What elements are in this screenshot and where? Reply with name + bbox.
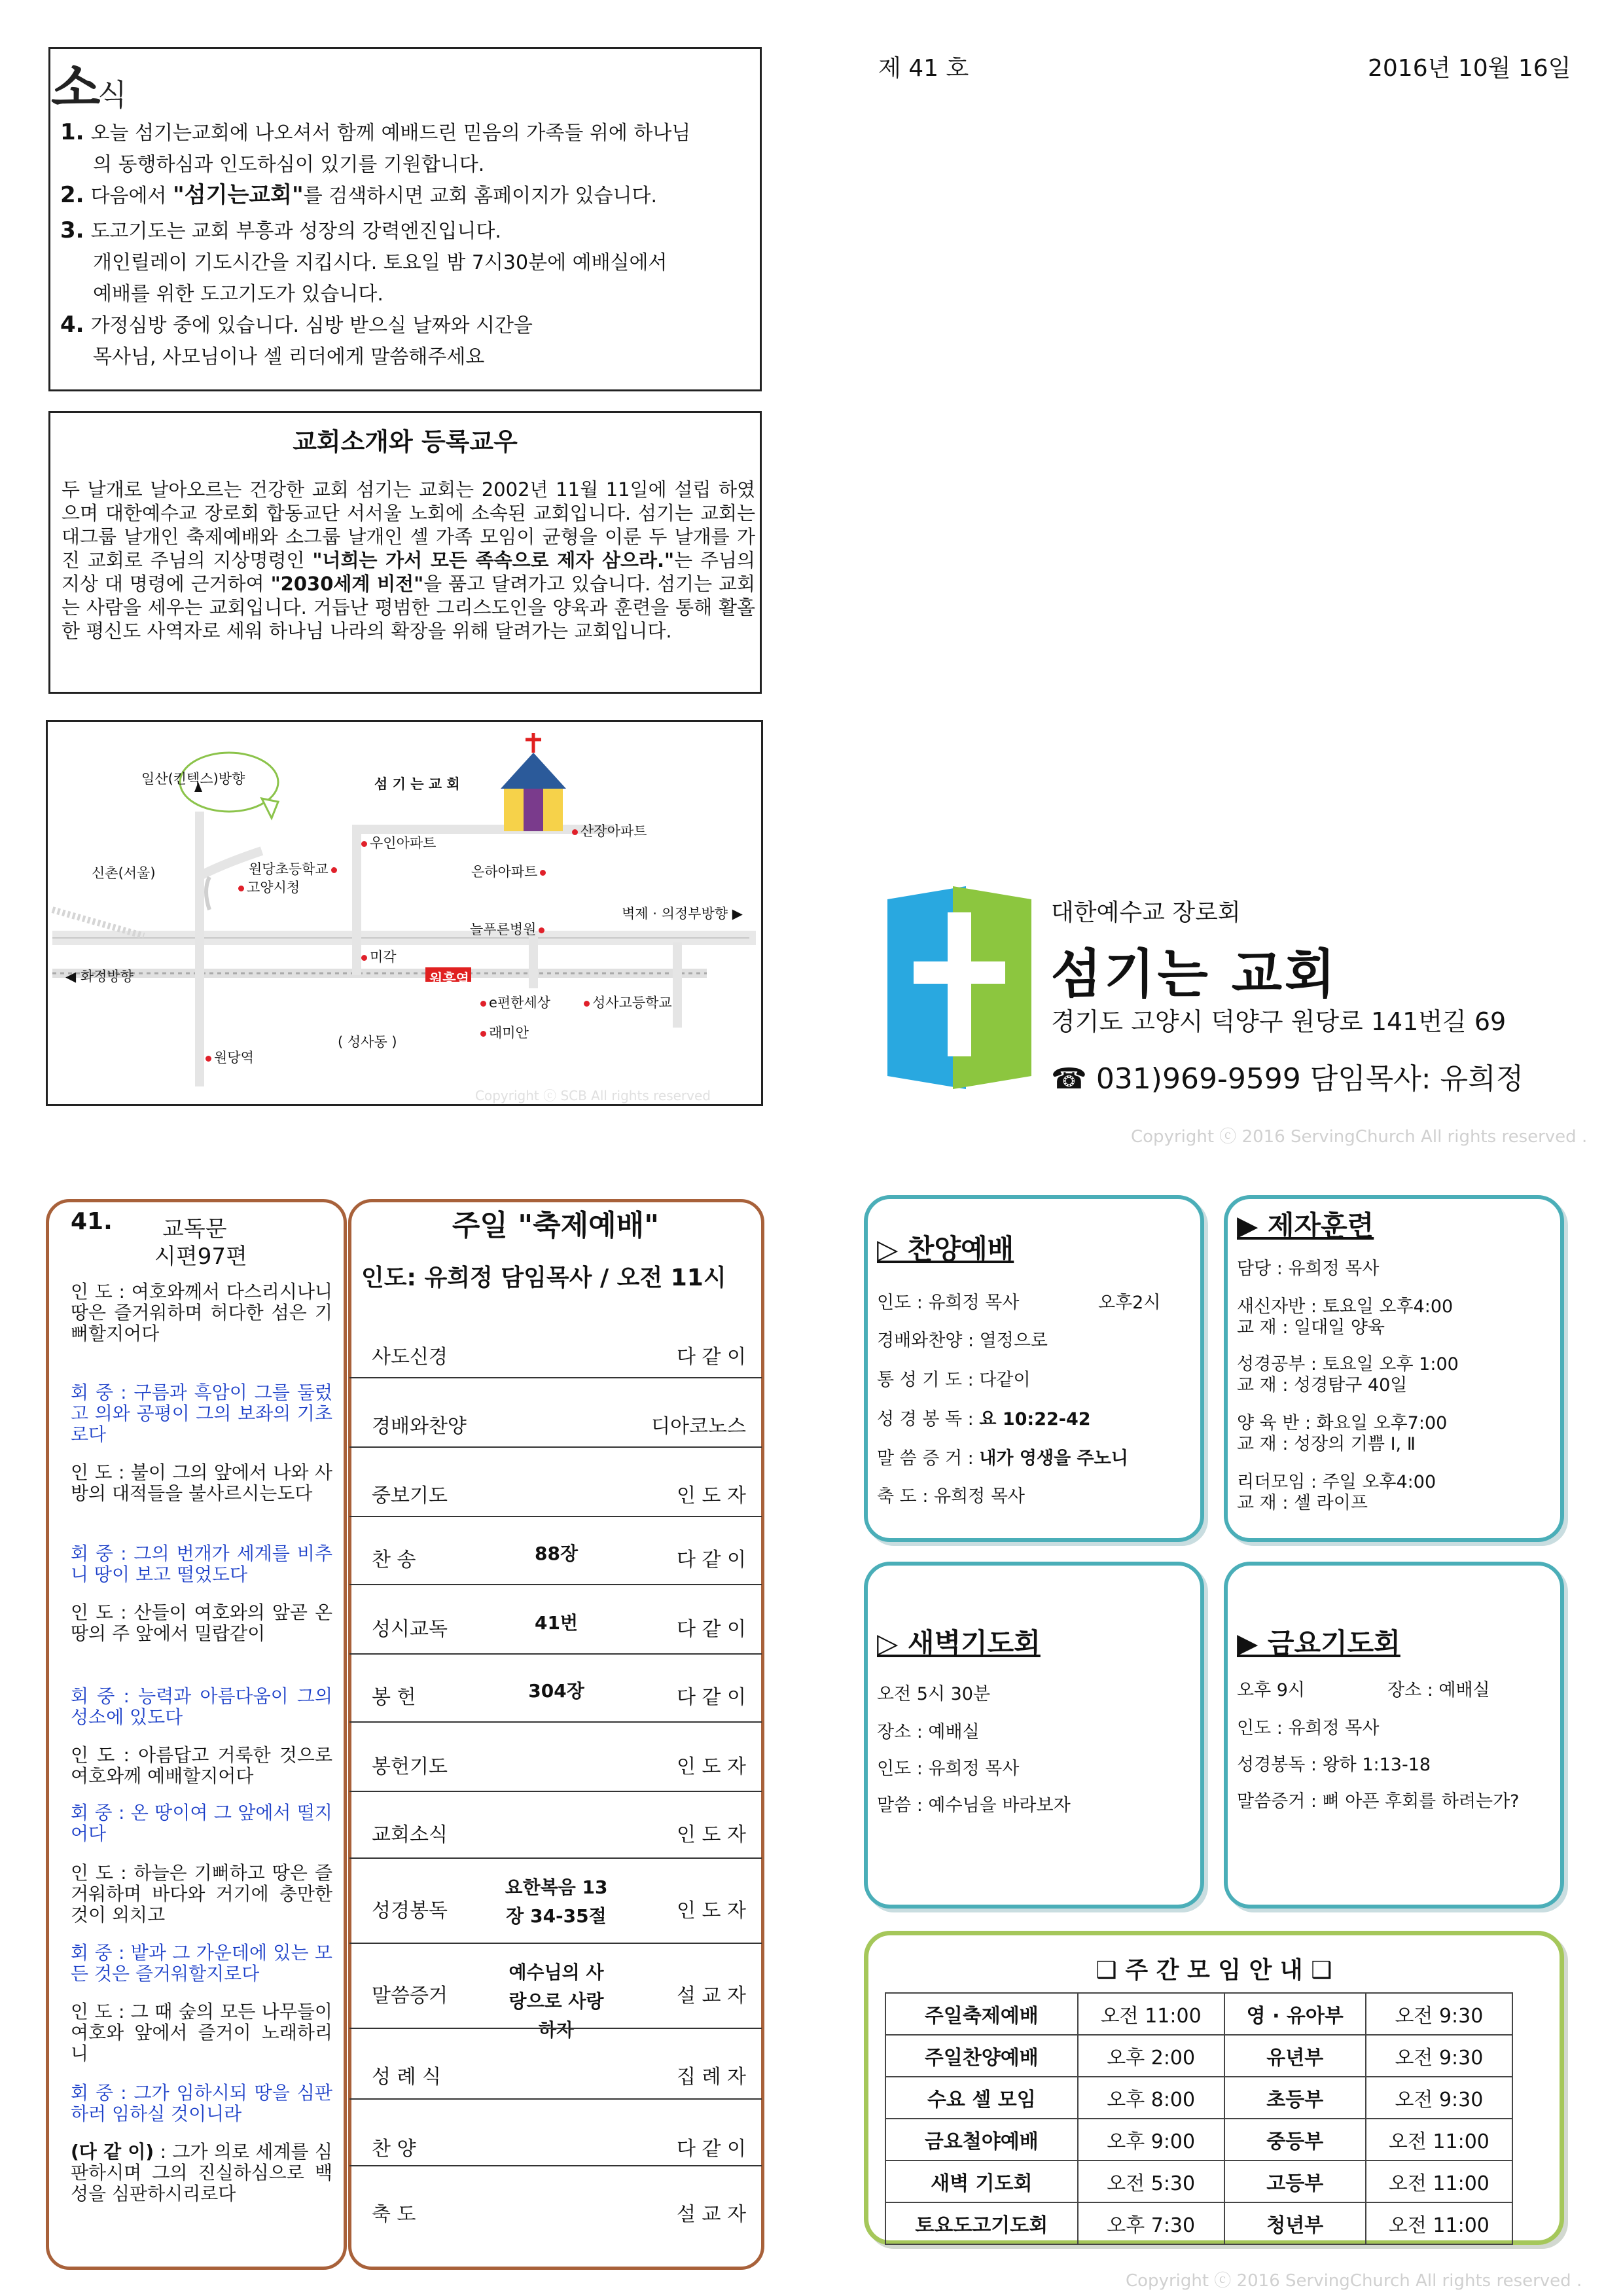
dawn-line: 말씀 : 예수님을 바라보자 [877,1795,1071,1816]
order-divider [349,1857,762,1859]
schedule-row [885,2161,1512,2202]
reading-line: 인 도 : 불이 그의 앞에서 나와 사방의 대적들을 불사르시는도다 [71,1462,332,1504]
schedule-time: 오전 9:30 [1366,2077,1512,2119]
order-by: 인 도 자 [676,1899,746,1922]
map-copyright: Copyright ⓒ SCB All rights reserved [475,1088,711,1103]
training-line: 교 재 : 성장의 기쁨 Ⅰ, Ⅱ [1237,1434,1416,1454]
schedule-meeting: 수요 셀 모임 [885,2077,1078,2119]
friday-line: 인도 : 유희정 목사 [1237,1718,1380,1738]
issue-date: 2016년 10월 16일 [1368,55,1571,82]
schedule-time: 오후 2:00 [1078,2035,1224,2077]
map-label-migak: 미각 [359,946,397,966]
order-by: 다 같 이 [676,1549,746,1571]
order-by: 집 례 자 [676,2066,746,2089]
map-label-wondang-station: 원당역 [203,1047,254,1067]
church-name: 섬기는 교회 [1051,944,1338,1005]
schedule-meeting: 고등부 [1224,2161,1366,2202]
order-item: 사도신경 [372,1346,448,1369]
schedule-time: 오후 7:30 [1078,2202,1224,2244]
order-item: 경배와찬양 [372,1415,467,1438]
training-line: 성경공부 : 토요일 오후 1:00 [1237,1354,1459,1374]
schedule-meeting: 새벽 기도회 [885,2161,1078,2202]
order-divider [349,2098,762,2100]
schedule-row [885,2119,1512,2161]
news-title: 소식 [51,59,124,118]
news-item-1: 1. 오늘 섬기는교회에 나오셔서 함께 예배드린 믿음의 가족들 위에 하나님 의 동행하심과 인도하심이 있기를 기원합니다. [60,119,691,176]
schedule-meeting: 주일축제예배 [885,1993,1078,2035]
schedule-table [885,1992,1513,2245]
order-item: 찬 송 [372,1549,416,1571]
order-by: 다 같 이 [676,1686,746,1709]
praise-reading: 성 경 봉 독 : 요 10:22-42 [877,1409,1091,1429]
friday-line: 말씀증거 : 뼈 아픈 후회를 하려는가? [1237,1791,1520,1812]
schedule-time: 오전 9:30 [1366,2035,1512,2077]
news-item-3: 3. 도고기도는 교회 부흥과 성장의 강력엔진입니다. 개인릴레이 기도시간을 지킵시다. 토요일 밤 7시30분에 예배실에서 예배를 위한 도고기도가 있습니다. [60,217,668,306]
news-item-4: 4. 가정심방 중에 있습니다. 심방 받으실 날짜와 시간을 목사님, 사모님이나 셀 리더에게 말씀해주세요 [60,312,533,368]
dawn-title: ▷ 새벽기도회 [877,1627,1041,1659]
order-divider [349,1721,762,1723]
friday-time: 오후 9시 [1237,1680,1306,1700]
schedule-row [885,2035,1512,2077]
order-by: 다 같 이 [676,1346,746,1369]
church-address: 경기도 고양시 덕양구 원당로 141번길 69 [1051,1007,1507,1036]
praise-worship: 경배와찬양 : 열정으로 [877,1331,1048,1351]
reading-line: 회 중 : 그의 번개가 세계를 비추니 땅이 보고 떨었도다 [71,1543,332,1585]
map-label-eunha: 은하아파트 [471,861,548,881]
map-label-wondang-school: 원당초등학교 [249,859,340,878]
news-item-2: 2. 다음에서 "섬기는교회"를 검색하시면 교회 홈페이지가 있습니다. [60,182,658,208]
order-by: 다 같 이 [676,2138,746,2161]
map-label-seongsa-dong: ( 성사동 ) [338,1034,397,1050]
reading-line: 회 중 : 능력과 아름다움이 그의 성소에 있도다 [71,1685,332,1728]
reading-line: (다 같 이) : 그가 의로 세계를 심판하시며 그의 진실하심으로 백성을 심판하시리로다 [71,2141,332,2204]
schedule-row [885,1993,1512,2035]
friday-line: 성경봉독 : 왕하 1:13-18 [1237,1755,1431,1775]
order-divider [349,1377,762,1378]
order-divider [349,1943,762,1944]
training-line: 담당 : 유희정 목사 [1237,1259,1380,1279]
reading-line: 인 도 : 그 때 숲의 모든 나무들이 여호와 앞에서 즐거이 노래하리니 [71,2001,332,2064]
order-detail: 요한복음 13장 34-35절 [505,1876,608,1927]
training-title: ▶ 제자훈련 [1237,1210,1374,1242]
order-item: 성 례 식 [372,2066,442,2089]
schedule-copyright: Copyright ⓒ 2016 ServingChurch All rights reserved . [1126,2271,1582,2291]
map-label-uin: 우인아파트 [359,833,436,852]
map-label-raemian: 래미안 [478,1022,529,1042]
map-label-ilsan: 일산(킨텍스)방향 [141,771,245,787]
map-label-byeokje: 벽제 · 의정부방향 ▶ [622,906,743,922]
church-contact: ☎ 031)969-9599 담임목사: 유희정 [1051,1062,1524,1096]
order-by: 인 도 자 [676,1484,746,1507]
order-divider [349,1516,762,1517]
training-line: 새신자반 : 토요일 오후4:00 [1237,1297,1454,1317]
reading-title: 교독문 [162,1216,227,1242]
order-divider [349,1446,762,1448]
friday-title: ▶ 금요기도회 [1237,1627,1400,1659]
map-label-church: 섬 기 는 교 회 [374,776,460,792]
order-item: 말씀증거 [372,1984,448,2007]
order-by: 인 도 자 [676,1823,746,1846]
order-divider [349,1584,762,1585]
order-detail: 예수님의 사랑으로 사랑하자 [508,1962,604,2041]
reading-subtitle: 시편97편 [154,1244,247,1270]
praise-blessing: 축 도 : 유희정 목사 [877,1486,1026,1507]
praise-sermon: 말 씀 증 거 : 내가 영생을 주노니 [877,1448,1128,1469]
training-line: 교 재 : 셀 라이프 [1237,1493,1368,1513]
dawn-line: 인도 : 유희정 목사 [877,1759,1020,1779]
order-divider [349,1653,762,1655]
intro-text: 두 날개로 날아오르는 건강한 교회 섬기는 교회는 2002년 11월 11일에 설립 하였으며 대한예수교 장로회 합동교단 서서울 노회에 소속된 교회입니다. 섬기는 교회는 대그룹 날개인 축제예배와 소그룹 날개인 셀 가족 모임이 균형을 이룬 두 날개를 가진 교회로 주님의 지상명령인 "너희는 가서 모든 족속으로 제자 삼으라."는 주님의 지상 대 명령에 근거하여 "2030세계 비전"을 품고 달려가고 있습니다. 섬기는 교회는 사람을 세우는 교회입니다. 거듭난 평범한 그리스도인을 양육과 훈련을 통해 활홀한 평신도 사역자로 세워 하나님 나라의 확장을 위해 달려가는 교회입니다. [62,478,756,642]
schedule-meeting: 유년부 [1224,2035,1366,2077]
order-item: 봉 헌 [372,1686,416,1709]
phone-icon: ☎ [1051,1062,1087,1096]
map-label-seongsa-school: 성사고등학교 [581,992,672,1012]
order-item: 봉헌기도 [372,1755,448,1778]
reading-line: 인 도 : 하늘은 기뻐하고 땅은 즐거워하며 바다와 거기에 충만한 것이 외치고 [71,1862,332,1926]
map-label-epyeonhan: e편한세상 [478,992,550,1012]
schedule-title: ❑ 주 간 모 임 안 내 ❑ [1096,1957,1332,1984]
order-title: 주일 "축제예배" [452,1209,660,1242]
schedule-meeting: 청년부 [1224,2202,1366,2244]
order-item: 성시교독 [372,1618,448,1641]
order-divider [349,2165,762,2166]
order-leader: 인도: 유희정 담임목사 / 오전 11시 [361,1265,726,1291]
map-label-wonheung: 원흥역 [429,971,469,987]
dawn-line: 장소 : 예배실 [877,1722,980,1742]
training-line: 교 재 : 일대일 양육 [1237,1318,1385,1338]
schedule-time: 오전 11:00 [1366,2119,1512,2161]
map-label-sinchon: 신촌(서울) [92,865,156,881]
reading-line: 회 중 : 밭과 그 가운데에 있는 모든 것은 즐거워할지로다 [71,1942,332,1984]
praise-time: 오후2시 [1098,1293,1161,1313]
reading-line: 인 도 : 산들이 여호와의 앞곧 온 땅의 주 앞에서 밀랍같이 [71,1602,332,1644]
praise-title: ▷ 찬양예배 [877,1233,1014,1265]
schedule-time: 오후 9:00 [1078,2119,1224,2161]
church-logo-icon [887,886,1031,1089]
reading-line: 회 중 : 그가 임하시되 땅을 심판하러 임하실 것이니라 [71,2082,332,2125]
schedule-meeting: 중등부 [1224,2119,1366,2161]
schedule-time: 오전 9:30 [1366,1993,1512,2035]
order-item: 교회소식 [372,1823,448,1846]
order-divider [349,2028,762,2029]
order-by: 디아코노스 [651,1415,746,1438]
issue-number: 제 41 호 [878,55,969,82]
intro-title: 교회소개와 등록교우 [293,427,518,456]
map-label-goyang-office: 고양시청 [236,877,300,897]
schedule-time: 오전 11:00 [1078,1993,1224,2035]
reading-number: 41. [71,1208,113,1235]
order-item: 성경봉독 [372,1899,448,1922]
order-item: 축 도 [372,2203,416,2226]
schedule-meeting: 금요철야예배 [885,2119,1078,2161]
schedule-time: 오전 11:00 [1366,2161,1512,2202]
training-line: 교 재 : 성경탐구 40일 [1237,1375,1408,1395]
order-by: 설 교 자 [676,2203,746,2226]
schedule-meeting: 토요도고기도회 [885,2202,1078,2244]
schedule-row [885,2202,1512,2244]
order-item: 중보기도 [372,1484,448,1507]
order-divider [349,1791,762,1792]
schedule-meeting: 주일찬양예배 [885,2035,1078,2077]
reading-line: 회 중 : 구름과 흑암이 그를 둘렀고 의와 공평이 그의 보좌의 기초로다 [71,1382,332,1445]
schedule-meeting: 초등부 [1224,2077,1366,2119]
order-detail: 88장 [534,1543,578,1564]
schedule-meeting: 영 · 유아부 [1224,1993,1366,2035]
reading-line: 인 도 : 아름답고 거룩한 것으로 여호와께 예배할지어다 [71,1744,332,1787]
order-by: 인 도 자 [676,1755,746,1778]
reading-line: 회 중 : 온 땅이여 그 앞에서 떨지어다 [71,1802,332,1844]
friday-place: 장소 : 예배실 [1387,1680,1490,1700]
order-by: 다 같 이 [676,1618,746,1641]
training-line: 리더모임 : 주일 오후4:00 [1237,1472,1436,1492]
map-label-hwajeong: ◀ 화정방향 [65,969,134,984]
training-line: 양 육 반 : 화요일 오후7:00 [1237,1413,1448,1433]
order-by: 설 교 자 [676,1984,746,2007]
schedule-time: 오후 8:00 [1078,2077,1224,2119]
schedule-time: 오전 5:30 [1078,2161,1224,2202]
praise-prayer: 통 성 기 도 : 다같이 [877,1370,1031,1390]
order-item: 찬 양 [372,2138,416,2161]
church-denomination: 대한예수교 장로회 [1051,899,1241,926]
schedule-time: 오전 11:00 [1366,2202,1512,2244]
map-label-sanjang: 산장아파트 [569,821,647,840]
order-detail: 304장 [528,1680,584,1702]
map-label-neulpureun: 늘푸른병원 [470,919,547,939]
church-copyright: Copyright ⓒ 2016 ServingChurch All rights reserved . [1131,1127,1588,1147]
praise-leader: 인도 : 유희정 목사 [877,1293,1020,1313]
schedule-row [885,2077,1512,2119]
reading-line: 인 도 : 여호와께서 다스리시나니 땅은 즐거워하며 허다한 섬은 기뻐할지어다 [71,1281,332,1344]
order-detail: 41번 [534,1612,578,1634]
dawn-line: 오전 5시 30분 [877,1684,991,1704]
